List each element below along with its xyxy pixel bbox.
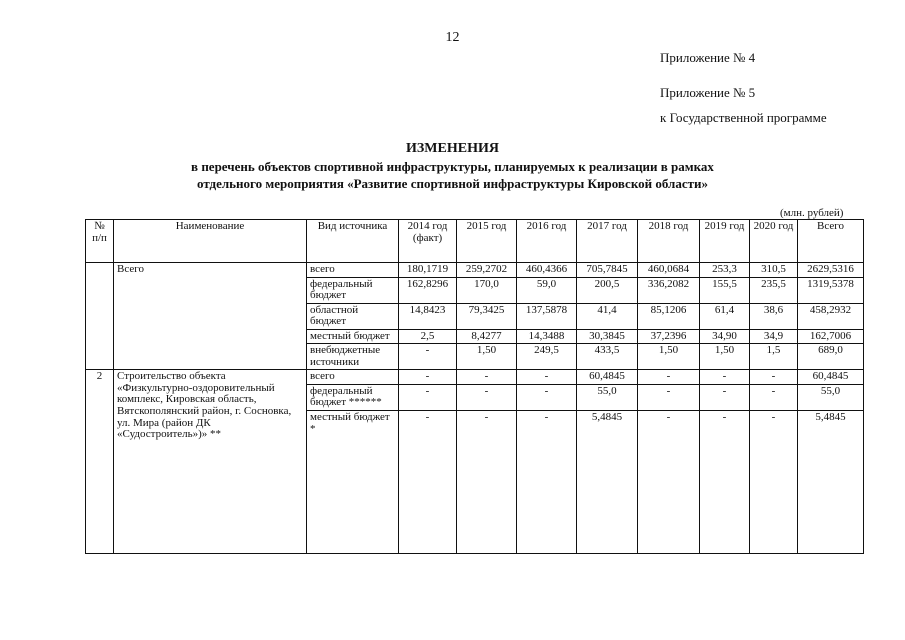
- col-header-2020: 2020 год: [750, 220, 798, 263]
- cell-2018: -: [638, 370, 700, 385]
- cell-2015: 79,3425: [457, 303, 517, 329]
- document-subtitle-1: в перечень объектов спортивной инфраструктуры, планируемых к реализации в рамках: [191, 159, 714, 174]
- col-header-2016: 2016 год: [517, 220, 577, 263]
- cell-total: 162,7006: [798, 329, 864, 344]
- cell-2016: 59,0: [517, 277, 577, 303]
- cell-2015: 170,0: [457, 277, 517, 303]
- cell-2016: 249,5: [517, 344, 577, 370]
- table-header-row: [86, 220, 864, 263]
- cell-total: 1319,5378: [798, 277, 864, 303]
- cell-2020: -: [750, 370, 798, 385]
- row-source: всего: [307, 370, 399, 385]
- col-header-2018: 2018 год: [638, 220, 700, 263]
- cell-2014: -: [399, 384, 457, 410]
- units-label: (млн. рублей): [780, 207, 844, 219]
- cell-2019: -: [700, 411, 750, 554]
- document-subtitle-2: отдельного мероприятия «Развитие спортивной инфраструктуры Кировской области»: [196, 176, 708, 191]
- cell-2019: -: [700, 370, 750, 385]
- objects-table: [85, 219, 864, 554]
- document-title: ИЗМЕНЕНИЯ: [406, 141, 499, 156]
- cell-2019: 1,50: [700, 344, 750, 370]
- row-name: Строительство объекта «Физкультурно-оздоровительный комплекс, Кировская область, Вятскополянский район, г. Сосновка, ул. Мира (район ДК «Судостроитель»)» **: [114, 370, 307, 554]
- cell-2016: 137,5878: [517, 303, 577, 329]
- cell-total: 689,0: [798, 344, 864, 370]
- col-header-num: № п/п: [86, 220, 114, 263]
- cell-2019: 253,3: [700, 263, 750, 278]
- cell-2014: -: [399, 411, 457, 554]
- cell-2014: -: [399, 370, 457, 385]
- appendix-line-1: Приложение № 4: [660, 50, 756, 65]
- cell-2017: 433,5: [577, 344, 638, 370]
- cell-2016: 460,4366: [517, 263, 577, 278]
- cell-2020: 34,9: [750, 329, 798, 344]
- cell-total: 5,4845: [798, 411, 864, 554]
- col-header-source: Вид источника: [307, 220, 399, 263]
- cell-2018: -: [638, 384, 700, 410]
- cell-total: 60,4845: [798, 370, 864, 385]
- row-source: местный бюджет: [307, 329, 399, 344]
- row-source: областной бюджет: [307, 303, 399, 329]
- row-source: федеральный бюджет ******: [307, 384, 399, 410]
- cell-2017: 41,4: [577, 303, 638, 329]
- appendix-line-3: к Государственной программе: [660, 110, 827, 125]
- table-row: [86, 263, 864, 278]
- cell-2014: 180,1719: [399, 263, 457, 278]
- row-name: Всего: [114, 263, 307, 370]
- cell-2014: 2,5: [399, 329, 457, 344]
- cell-2014: -: [399, 344, 457, 370]
- cell-2015: 1,50: [457, 344, 517, 370]
- cell-2015: 259,2702: [457, 263, 517, 278]
- cell-2017: 200,5: [577, 277, 638, 303]
- cell-2015: -: [457, 384, 517, 410]
- cell-2014: 14,8423: [399, 303, 457, 329]
- cell-2019: 61,4: [700, 303, 750, 329]
- cell-2016: -: [517, 370, 577, 385]
- cell-2019: 155,5: [700, 277, 750, 303]
- row-source: федеральный бюджет: [307, 277, 399, 303]
- cell-2015: -: [457, 370, 517, 385]
- cell-total: 55,0: [798, 384, 864, 410]
- table-row: [86, 370, 864, 385]
- cell-2016: -: [517, 411, 577, 554]
- col-header-2017: 2017 год: [577, 220, 638, 263]
- cell-2017: 705,7845: [577, 263, 638, 278]
- cell-2020: 1,5: [750, 344, 798, 370]
- cell-2020: -: [750, 384, 798, 410]
- cell-2018: -: [638, 411, 700, 554]
- cell-total: 458,2932: [798, 303, 864, 329]
- cell-2018: 1,50: [638, 344, 700, 370]
- cell-2018: 85,1206: [638, 303, 700, 329]
- col-header-total: Всего: [798, 220, 864, 263]
- cell-2016: 14,3488: [517, 329, 577, 344]
- cell-2019: -: [700, 384, 750, 410]
- cell-2017: 5,4845: [577, 411, 638, 554]
- row-num: [86, 263, 114, 370]
- cell-2020: 235,5: [750, 277, 798, 303]
- cell-2020: 38,6: [750, 303, 798, 329]
- cell-2015: -: [457, 411, 517, 554]
- cell-2019: 34,90: [700, 329, 750, 344]
- col-header-name: Наименование: [114, 220, 307, 263]
- cell-2018: 460,0684: [638, 263, 700, 278]
- cell-2020: -: [750, 411, 798, 554]
- cell-total: 2629,5316: [798, 263, 864, 278]
- col-header-2019: 2019 год: [700, 220, 750, 263]
- page-number: 12: [445, 30, 460, 45]
- col-header-2015: 2015 год: [457, 220, 517, 263]
- cell-2020: 310,5: [750, 263, 798, 278]
- cell-2017: 60,4845: [577, 370, 638, 385]
- row-source: всего: [307, 263, 399, 278]
- appendix-line-2: Приложение № 5: [660, 85, 756, 100]
- cell-2015: 8,4277: [457, 329, 517, 344]
- cell-2017: 30,3845: [577, 329, 638, 344]
- row-num: 2: [86, 370, 114, 554]
- col-header-2014: 2014 год (факт): [399, 220, 457, 263]
- cell-2014: 162,8296: [399, 277, 457, 303]
- cell-2017: 55,0: [577, 384, 638, 410]
- cell-2016: -: [517, 384, 577, 410]
- row-source: внебюджетные источники: [307, 344, 399, 370]
- cell-2018: 336,2082: [638, 277, 700, 303]
- cell-2018: 37,2396: [638, 329, 700, 344]
- row-source: местный бюджет *: [307, 411, 399, 554]
